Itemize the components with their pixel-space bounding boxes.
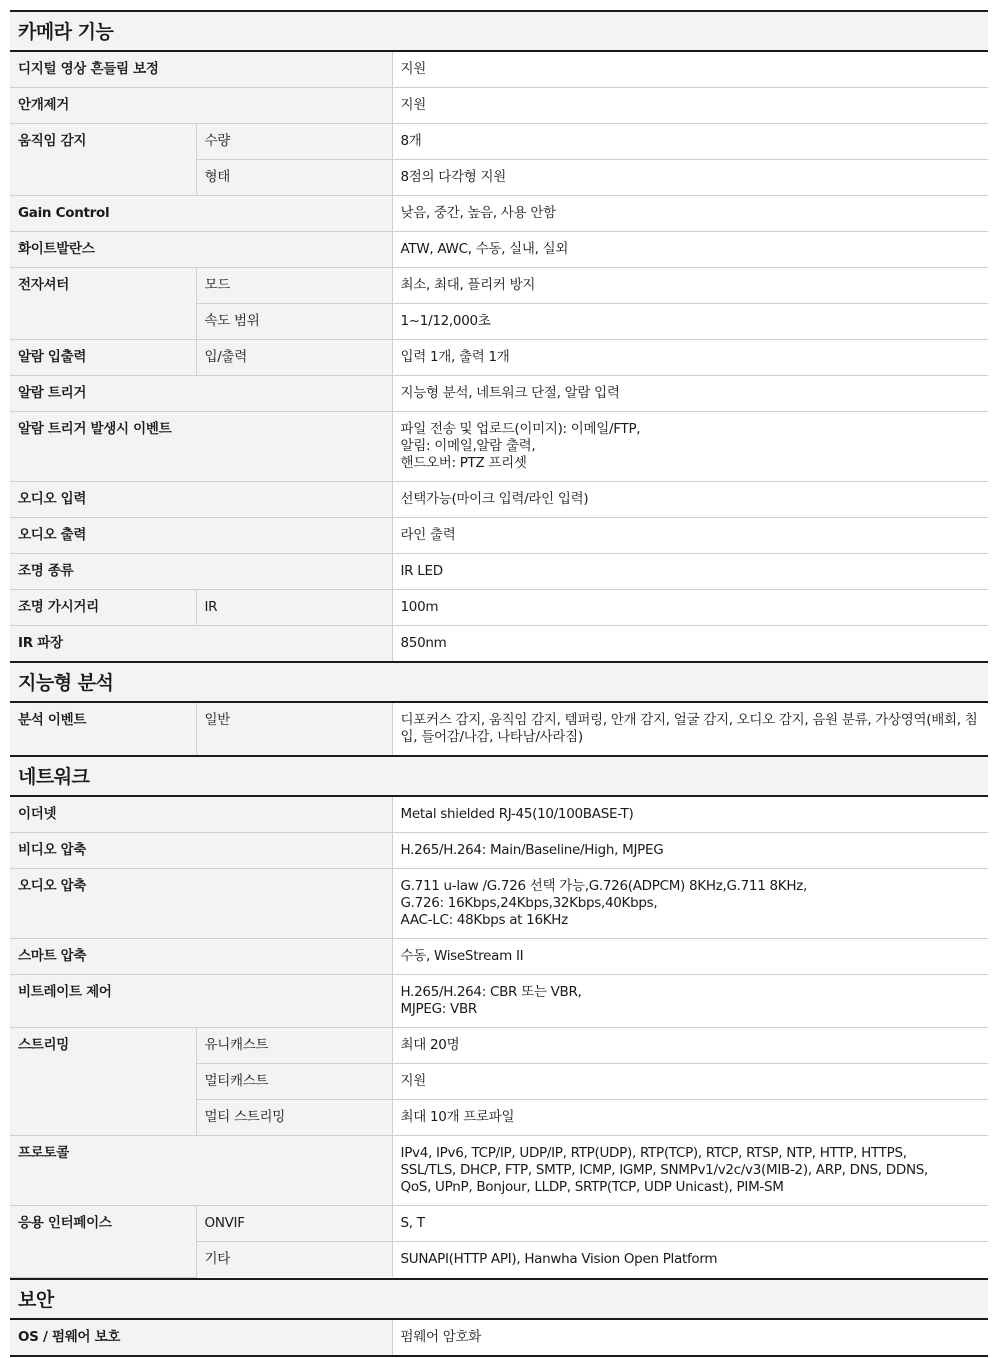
spec-row [10, 939, 988, 975]
spec-row [10, 232, 988, 268]
spec-value: S, T [392, 1206, 988, 1242]
spec-row [10, 833, 988, 869]
spec-row [10, 975, 988, 1028]
spec-label: 디지털 영상 흔들림 보정 [10, 52, 392, 88]
spec-label: 오디오 압축 [10, 869, 392, 939]
spec-label: 전자셔터 [10, 268, 196, 340]
spec-value: 펌웨어 암호화 [392, 1320, 988, 1355]
spec-value: 1~1/12,000초 [392, 304, 988, 340]
spec-row [10, 52, 988, 88]
spec-row [10, 340, 988, 376]
spec-row [10, 1206, 988, 1242]
spec-value: 낮음, 중간, 높음, 사용 안함 [392, 196, 988, 232]
section-title: 보안 [10, 1280, 988, 1320]
spec-sublabel: 유니캐스트 [196, 1028, 392, 1064]
spec-label: 알람 트리거 [10, 376, 392, 412]
spec-row [10, 1136, 988, 1206]
spec-value: 8점의 다각형 지원 [392, 160, 988, 196]
spec-value: IPv4, IPv6, TCP/IP, UDP/IP, RTP(UDP), RTP(TCP), RTCP, RTSP, NTP, HTTP, HTTPS, SSL/TLS, DHCP, FTP, SMTP, ICMP, IGMP, SNMPv1/v2c/v3(MIB-2), ARP, DNS, DDNS, QoS, UPnP, Bonjour, LLDP, SRTP(TCP, UDP Unicast), PIM-SM [392, 1136, 988, 1206]
spec-row [10, 1028, 988, 1064]
spec-value: 수동, WiseStream II [392, 939, 988, 975]
spec-value: 라인 출력 [392, 518, 988, 554]
spec-label: 분석 이벤트 [10, 703, 196, 755]
spec-value: 최대 10개 프로파일 [392, 1100, 988, 1136]
spec-value: 입력 1개, 출력 1개 [392, 340, 988, 376]
spec-label: 스마트 압축 [10, 939, 392, 975]
spec-sheet [10, 0, 988, 1357]
spec-row [10, 412, 988, 482]
spec-value: 지원 [392, 52, 988, 88]
spec-value: 850nm [392, 626, 988, 662]
spec-row [10, 554, 988, 590]
spec-value: H.265/H.264: Main/Baseline/High, MJPEG [392, 833, 988, 869]
spec-row [10, 518, 988, 554]
spec-sublabel: 수량 [196, 124, 392, 160]
spec-section [10, 10, 988, 661]
spec-label: IR 파장 [10, 626, 392, 662]
spec-value: 최소, 최대, 플리커 방지 [392, 268, 988, 304]
spec-value: SUNAPI(HTTP API), Hanwha Vision Open Platform [392, 1242, 988, 1278]
spec-sublabel: 모드 [196, 268, 392, 304]
spec-section [10, 1278, 988, 1357]
spec-row [10, 88, 988, 124]
spec-sublabel: 멀티캐스트 [196, 1064, 392, 1100]
spec-label: 오디오 출력 [10, 518, 392, 554]
spec-label: 비트레이트 제어 [10, 975, 392, 1028]
spec-table [10, 52, 988, 661]
spec-table [10, 797, 988, 1278]
spec-row [10, 626, 988, 662]
spec-value: 지원 [392, 88, 988, 124]
spec-label: OS / 펌웨어 보호 [10, 1320, 392, 1355]
spec-value: 선택가능(마이크 입력/라인 입력) [392, 482, 988, 518]
spec-row [10, 869, 988, 939]
spec-label: 이더넷 [10, 797, 392, 833]
spec-table [10, 1320, 988, 1355]
spec-value: 파일 전송 및 업로드(이미지): 이메일/FTP, 알림: 이메일,알람 출력, 핸드오버: PTZ 프리셋 [392, 412, 988, 482]
spec-row [10, 196, 988, 232]
spec-label: 움직임 감지 [10, 124, 196, 196]
spec-value: 최대 20명 [392, 1028, 988, 1064]
spec-row [10, 590, 988, 626]
spec-sublabel: IR [196, 590, 392, 626]
spec-row [10, 482, 988, 518]
spec-label: 안개제거 [10, 88, 392, 124]
spec-sublabel: 입/출력 [196, 340, 392, 376]
spec-value: 지원 [392, 1064, 988, 1100]
spec-sublabel: 속도 범위 [196, 304, 392, 340]
section-title: 지능형 분석 [10, 663, 988, 703]
spec-row [10, 797, 988, 833]
spec-label: 알람 트리거 발생시 이벤트 [10, 412, 392, 482]
spec-section [10, 755, 988, 1278]
spec-row [10, 703, 988, 755]
spec-value: Metal shielded RJ-45(10/100BASE-T) [392, 797, 988, 833]
spec-label: 프로토콜 [10, 1136, 392, 1206]
spec-row [10, 376, 988, 412]
section-title: 카메라 기능 [10, 12, 988, 52]
spec-sublabel: 형태 [196, 160, 392, 196]
spec-section [10, 661, 988, 755]
spec-value: IR LED [392, 554, 988, 590]
spec-label: 조명 가시거리 [10, 590, 196, 626]
spec-value: 디포커스 감지, 움직임 감지, 템퍼링, 안개 감지, 얼굴 감지, 오디오 감지, 음원 분류, 가상영역(배회, 침 입, 들어감/나감, 나타남/사라짐) [392, 703, 988, 755]
spec-label: 오디오 입력 [10, 482, 392, 518]
section-title: 네트워크 [10, 757, 988, 797]
spec-sublabel: 기타 [196, 1242, 392, 1278]
spec-label: 스트리밍 [10, 1028, 196, 1136]
spec-value: H.265/H.264: CBR 또는 VBR, MJPEG: VBR [392, 975, 988, 1028]
spec-row [10, 1320, 988, 1355]
spec-label: 응용 인터페이스 [10, 1206, 196, 1278]
spec-sublabel: 멀티 스트리밍 [196, 1100, 392, 1136]
spec-label: 화이트발란스 [10, 232, 392, 268]
spec-value: ATW, AWC, 수동, 실내, 실외 [392, 232, 988, 268]
spec-label: 비디오 압축 [10, 833, 392, 869]
spec-label: Gain Control [10, 196, 392, 232]
spec-row [10, 124, 988, 160]
spec-label: 알람 입출력 [10, 340, 196, 376]
spec-row [10, 268, 988, 304]
spec-label: 조명 종류 [10, 554, 392, 590]
spec-value: 지능형 분석, 네트워크 단절, 알람 입력 [392, 376, 988, 412]
spec-table [10, 703, 988, 755]
spec-value: G.711 u-law /G.726 선택 가능,G.726(ADPCM) 8KHz,G.711 8KHz, G.726: 16Kbps,24Kbps,32Kbps,40Kbps, AAC-LC: 48Kbps at 16KHz [392, 869, 988, 939]
spec-value: 8개 [392, 124, 988, 160]
spec-sublabel: ONVIF [196, 1206, 392, 1242]
spec-value: 100m [392, 590, 988, 626]
spec-sublabel: 일반 [196, 703, 392, 755]
